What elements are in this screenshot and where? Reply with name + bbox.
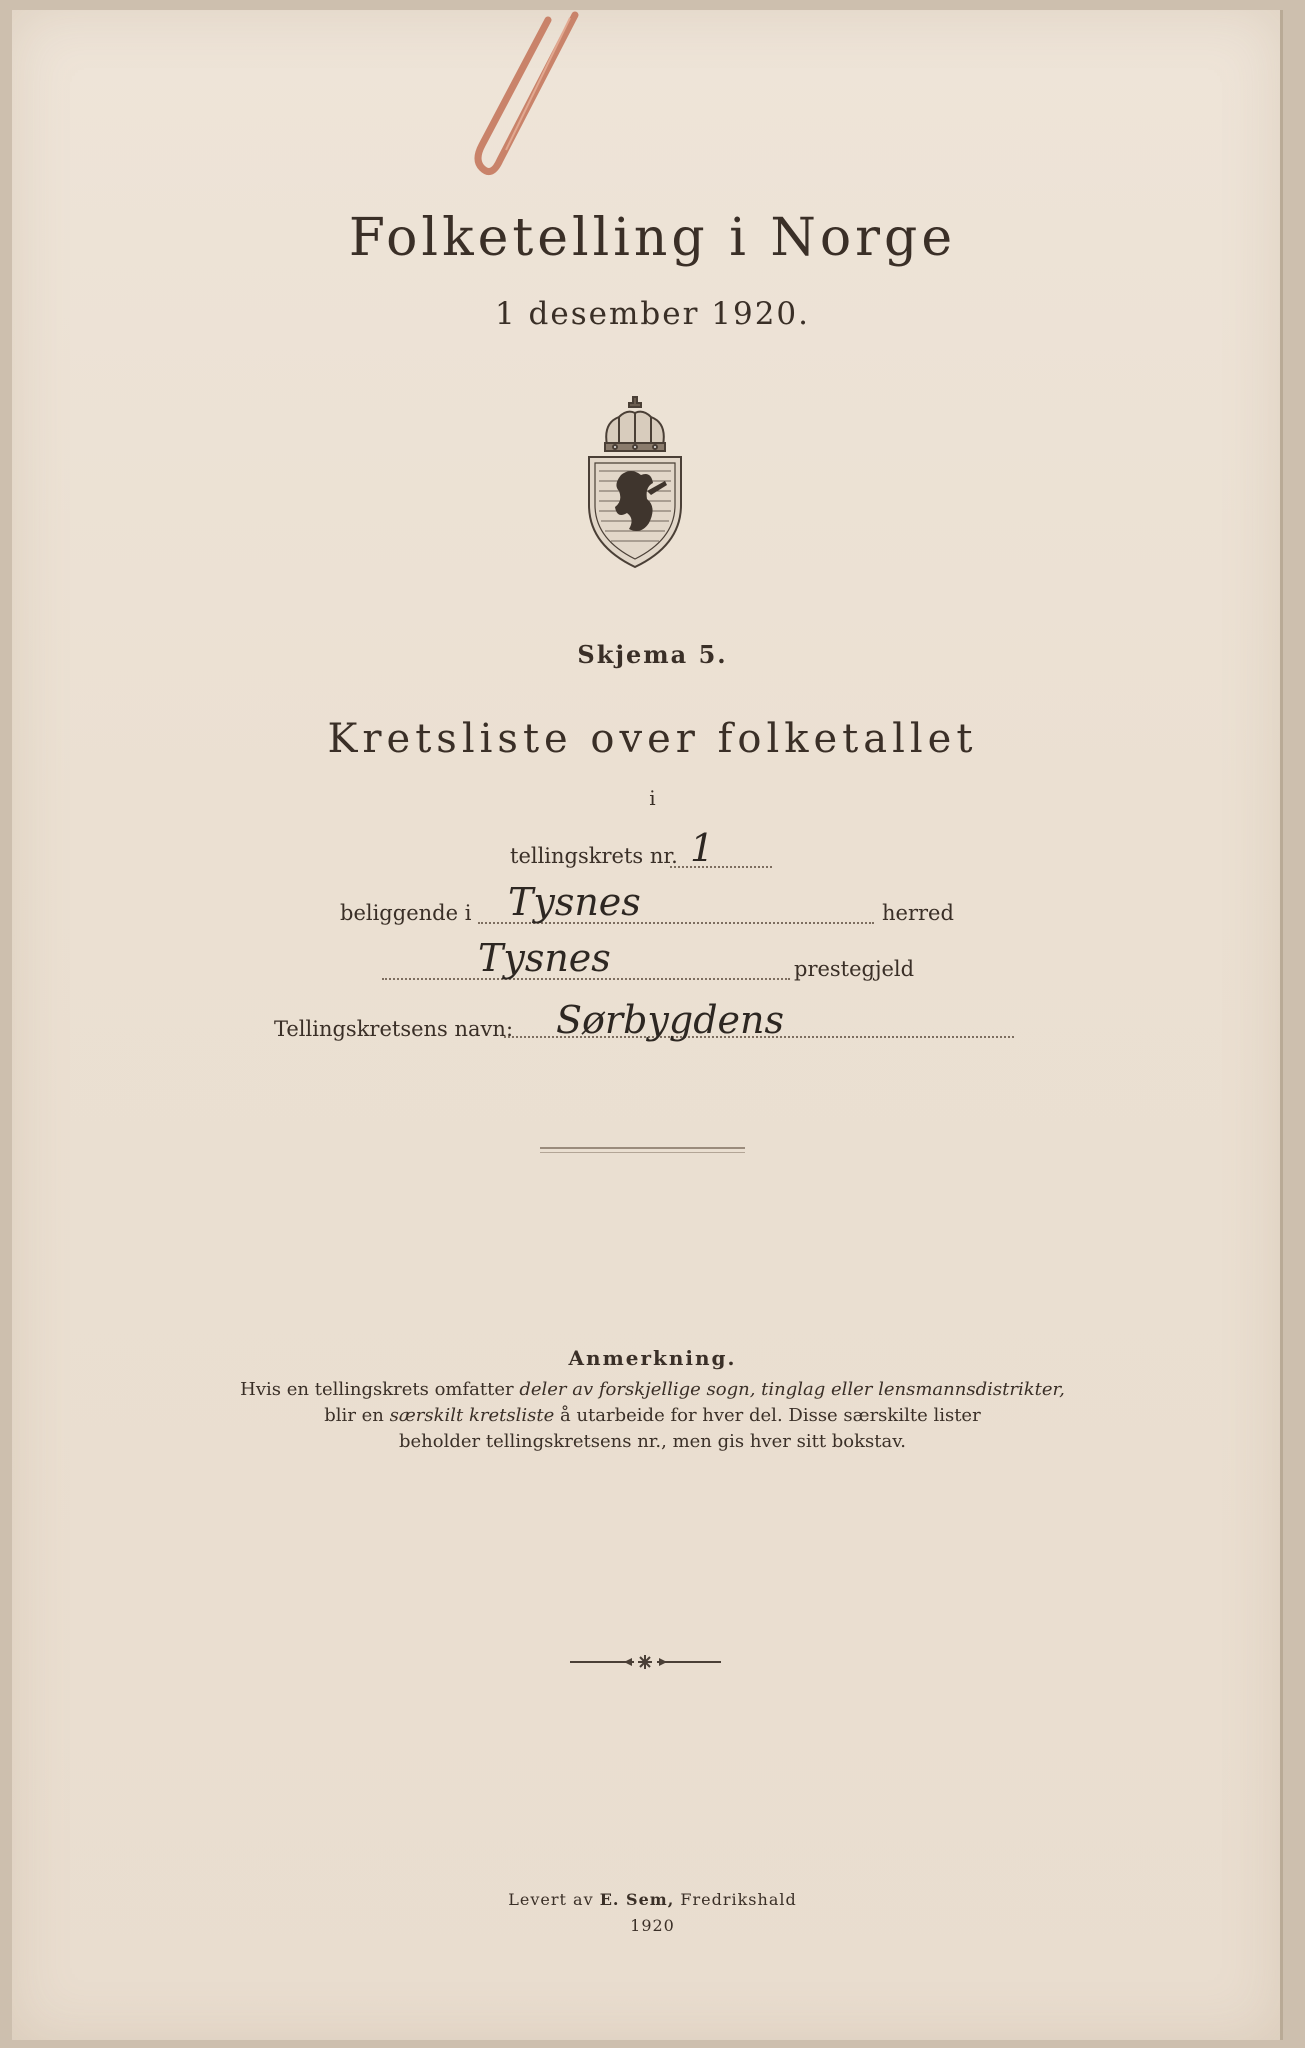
located-in-value: Tysnes xyxy=(508,880,641,924)
divider-rule xyxy=(540,1147,745,1149)
remark-line-2-emphasis: særskilt kretsliste xyxy=(389,1405,555,1426)
ornament-divider-icon xyxy=(568,1652,723,1672)
connector-word: i xyxy=(649,786,656,810)
remark-line-2 xyxy=(0,1405,1305,1426)
district-number-value: 1 xyxy=(690,826,715,870)
printer-year: 1920 xyxy=(630,1916,675,1935)
district-name-value: Sørbygdens xyxy=(556,998,784,1042)
remark-heading: Anmerkning. xyxy=(568,1346,737,1370)
remark-line-2-text-b: å utarbeide for hver del. Disse særskilte lister xyxy=(554,1405,981,1426)
remark-line-2-text-a: blir en xyxy=(324,1405,390,1426)
remark-line-1-emphasis: deler av forskjellige sogn, tinglag eller lensmannsdistrikter, xyxy=(519,1379,1065,1400)
printer-credit-prefix: Levert av xyxy=(508,1890,600,1909)
parish-label: prestegjeld xyxy=(794,957,915,981)
district-number-line xyxy=(670,866,772,868)
remark-line-1-text: Hvis en tellingskrets omfatter xyxy=(240,1379,520,1400)
parish-value: Tysnes xyxy=(478,936,611,980)
printer-location: Fredrikshald xyxy=(674,1890,797,1909)
district-name-label: Tellingskretsens navn: xyxy=(274,1017,514,1041)
norwegian-coat-of-arms-icon xyxy=(585,395,685,570)
located-in-label: beliggende i xyxy=(340,901,472,925)
paper-clip-icon xyxy=(470,10,590,180)
remark-line-1 xyxy=(0,1379,1305,1400)
printer-credit xyxy=(0,1890,1305,1909)
schema-number: Skjema 5. xyxy=(577,640,728,669)
district-number-label: tellingskrets nr. xyxy=(510,844,678,868)
remark-line-3: beholder tellingskretsens nr., men gis hver sitt bokstav. xyxy=(398,1431,906,1452)
form-title: Folketelling i Norge xyxy=(348,208,957,268)
form-heading: Kretsliste over folketallet xyxy=(327,716,978,762)
divider-rule-thin xyxy=(540,1152,745,1153)
herred-label: herred xyxy=(882,901,954,925)
printer-name: E. Sem, xyxy=(599,1890,675,1909)
census-date: 1 desember 1920. xyxy=(494,296,811,332)
